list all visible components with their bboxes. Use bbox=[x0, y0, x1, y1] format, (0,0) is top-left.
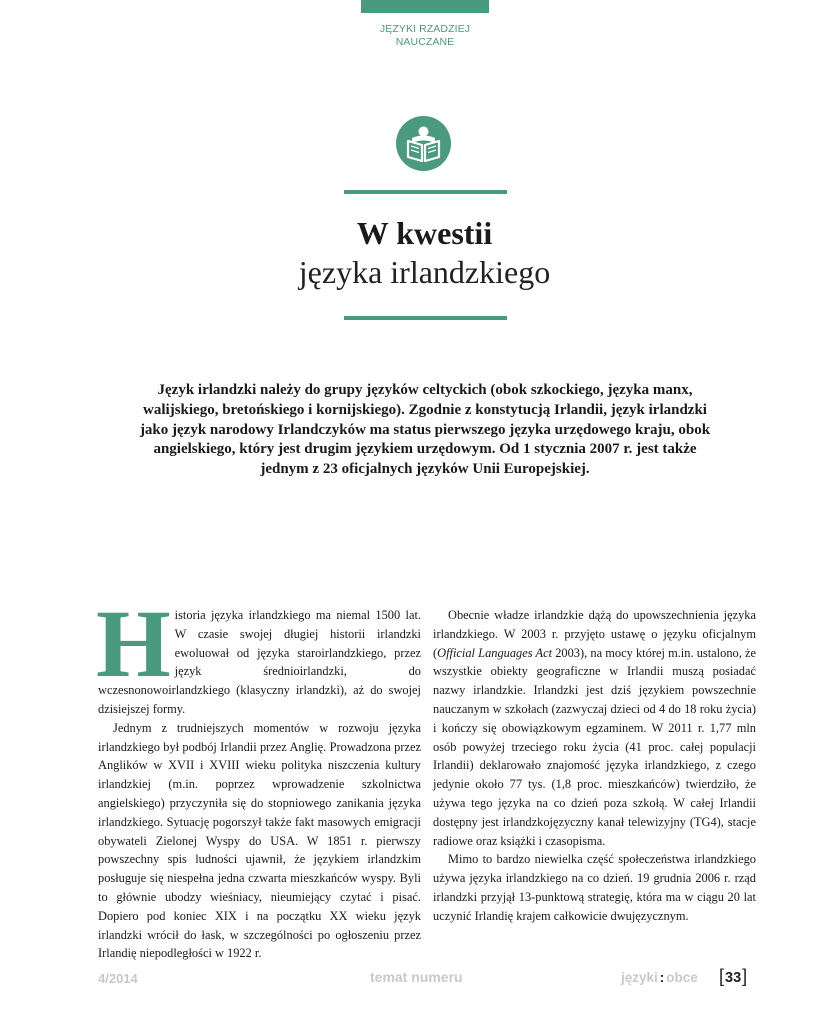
page-number bbox=[719, 966, 747, 987]
page-bracket-open: [ bbox=[719, 966, 725, 986]
page-number-value: 33 bbox=[725, 970, 742, 986]
article-column-right bbox=[433, 606, 756, 926]
lead-paragraph: Język irlandzki należy do grupy języków celtyckich (obok szkockiego, języka manx, walijskiego, bretońskiego i kornijskiego). Zgodnie z konstytucją Irlandii, język irlandzki jako język narodowy Irlandczyków ma status pierwszego języka urzędowego kraju, obok angielskiego, który jest drugim językiem urzędowym. Od 1 stycznia 2007 r. jest także jednym z 23 oficjalnych języków Unii Europejskiej. bbox=[139, 382, 711, 478]
title-rule-top bbox=[344, 190, 507, 194]
article-column-left bbox=[96, 590, 421, 963]
footer-issue: 4/2014 bbox=[98, 971, 138, 986]
paragraph-text: 2003), na mocy której m.in. ustalono, że wszystkie obiekty geograficzne w Irlandii muszą posiadać nazwy irlandzkie. Irlandzki jest dziś językiem powszechnie nauczanym w szkołach (zazwyczaj dzieci od 4 do 18 roku życia) i kończy się obowiązkowym egzaminem. W 2011 r. 1,77 mln osób powyżej trzeciego roku życia (41 proc. całej populacji Irlandii) deklarowało znajomość języka irlandzkiego, z czego jedynie około 77 tys. (1,8 proc. mieszkańców) twierdziło, że używa tego języka na co dzień poza szkołą. W całej Irlandii dostępny jest irlandzkojęzyczny kanał telewizyjny (TG4), stacje radiowe oraz książki i czasopisma. bbox=[433, 645, 756, 848]
section-label-line1: JĘZYKI RZADZIEJ bbox=[379, 23, 471, 35]
footer-brand-right: obce bbox=[666, 970, 698, 985]
reader-book-icon bbox=[396, 116, 451, 171]
section-label-line2: NAUCZANE bbox=[395, 36, 455, 48]
paragraph bbox=[96, 590, 421, 719]
article-subtitle: języka irlandzkiego bbox=[298, 254, 551, 290]
paragraph: Mimo to bardzo niewielka część społeczeństwa irlandzkiego używa języka irlandzkiego na co dzień. 19 grudnia 2006 r. rząd irlandzki przyjął 13-punktową strategię, która ma w ciągu 20 lat uczynić Irlandię krajem całkowicie dwujęzycznym. bbox=[433, 852, 756, 923]
paragraph-text: istoria języka irlandzkiego ma niemal 1500 lat. W czasie swojej długiej historii irlandzki ewoluował od języka staroirlandzkiego, przez język średnioirlandzki, do wczesnonowoirlandzkiego (klasyczny irlandzki), aż do swojej dzisiejszej formy. bbox=[98, 608, 421, 716]
paragraph: Jednym z trudniejszych momentów w rozwoju języka irlandzkiego był podbój Irlandii przez Anglię. Prowadzona przez Anglików w XVII i XVIII wieku polityka niszczenia kultury irlandzkiej (m.in. poprzez wprowadzenie szkolnictwa angielskiego) przyczyniła się do stopniowego zanikania języka irlandzkiego. Sytuację pogorszył także fakt masowych emigracji obywateli Zielonej Wyspy do USA. W 1851 r. pierwszy powszechny spis ludności ujawnił, że językiem irlandzkim posługuje się niespełna jedna czwarta mieszkańców wyspy. Byli to głównie ubodzy wieśniacy, nieumiejący czytać i pisać. Dopiero pod koniec XIX i na początku XX wieku język irlandzki wrócił do łask, w szczególności po ogłoszeniu przez Irlandię niepodległości w 1922 r. bbox=[98, 720, 421, 961]
act-title: Official Languages Act bbox=[437, 645, 553, 660]
footer-brand-colon: : bbox=[659, 970, 665, 985]
drop-cap: H bbox=[96, 590, 171, 697]
footer-brand-left: języki bbox=[621, 970, 658, 985]
paragraph-text: Obecnie władze irlandzkie dążą do upowszechnienia języka irlandzkiego. W 2003 r. przyjęto ustawę o języku oficjalnym ( bbox=[433, 608, 756, 660]
section-label bbox=[361, 23, 489, 49]
footer-section: temat numeru bbox=[370, 969, 463, 985]
page-bracket-close: ] bbox=[742, 966, 748, 986]
article-title: W kwestii bbox=[356, 215, 493, 251]
footer-brand bbox=[621, 970, 698, 985]
paragraph bbox=[433, 606, 756, 850]
section-tab bbox=[361, 0, 489, 13]
title-rule-bottom bbox=[344, 316, 507, 320]
